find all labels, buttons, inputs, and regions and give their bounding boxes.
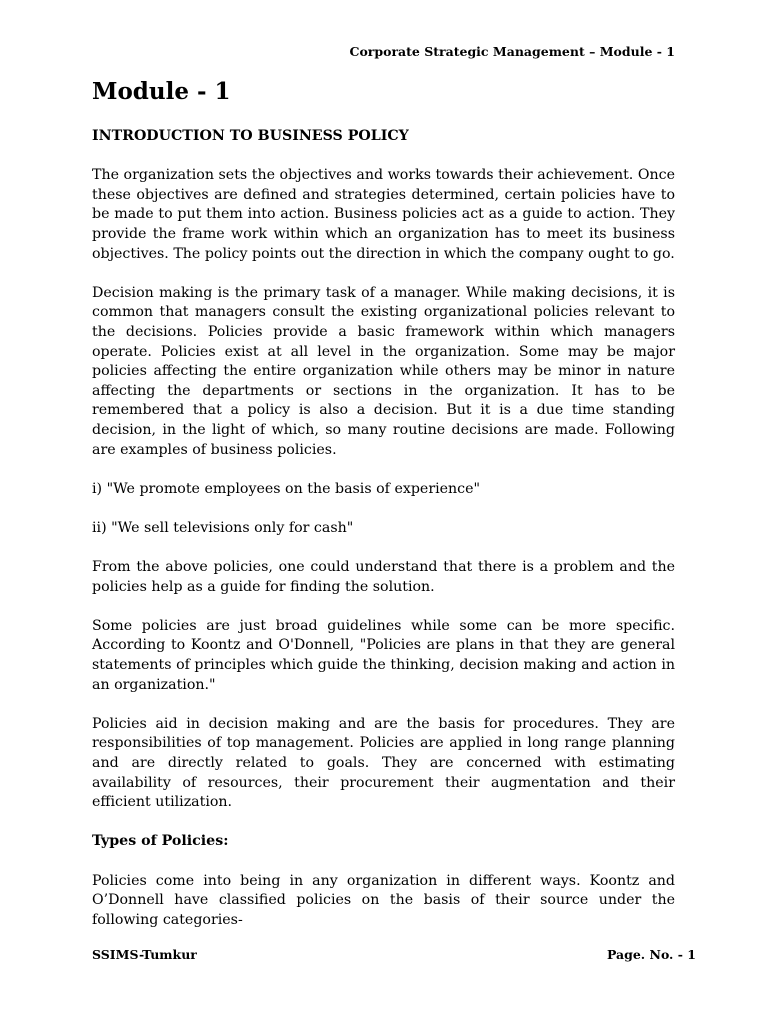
paragraph-policies-aid: Policies aid in decision making and are the basis for procedures. They are responsibilities of top management. Policies are applied in long range planning and are directly related to goals. They are concerned with estimating availability of resources, their procurement their augmentation and their efficient utilization. — [92, 715, 675, 811]
types-heading: Types of Policies: — [92, 833, 229, 850]
paragraph-objectives: The organization sets the objectives and works towards their achievement. Once these objectives are defined and strategies determined, certain policies have to be made to put them into action. Business policies act as a guide to action. They provide the frame work within which an organization has to meet its business objectives. The policy points out the direction in which the company ought to go. — [92, 167, 675, 262]
paragraph-koontz-definition: Some policies are just broad guidelines while some can be more specific. According to Koontz and O'Donnell, "Policies are plans in that they are general statements of principles which guide the thinking, decision making and action in an organization." — [92, 617, 675, 693]
footer-institution: SSIMS-Tumkur — [92, 947, 197, 962]
footer-page-number: Page. No. - 1 — [606, 947, 696, 962]
module-title: Module - 1 — [92, 78, 231, 105]
paragraph-types-intro: Policies come into being in any organization in different ways. Koontz and O’Donnell have classified policies on the basis of their source under the following categories- — [92, 872, 675, 928]
paragraph-guide-solution: From the above policies, one could understand that there is a problem and the policies help as a guide for finding the solution. — [92, 559, 675, 595]
intro-heading: INTRODUCTION TO BUSINESS POLICY — [92, 128, 409, 144]
policy-example-televisions: ii) "We sell televisions only for cash" — [92, 519, 354, 536]
document-body — [92, 127, 675, 950]
policy-example-promote: i) "We promote employees on the basis of experience" — [92, 480, 481, 497]
running-header: Corporate Strategic Management – Module - 1 — [349, 44, 675, 59]
paragraph-decision-making: Decision making is the primary task of a manager. While making decisions, it is common that managers consult the existing organizational policies relevant to the decisions. Policies provide a basic framework within which managers operate. Policies exist at all level in the organization. Some may be major policies affecting the entire organization while others may be minor in nature affecting the departments or sections in the organization. It has to be remembered that a policy is also a decision. But it is a due time standing decision, in the light of which, so many routine decisions are made. Following are examples of business policies. — [92, 284, 675, 458]
